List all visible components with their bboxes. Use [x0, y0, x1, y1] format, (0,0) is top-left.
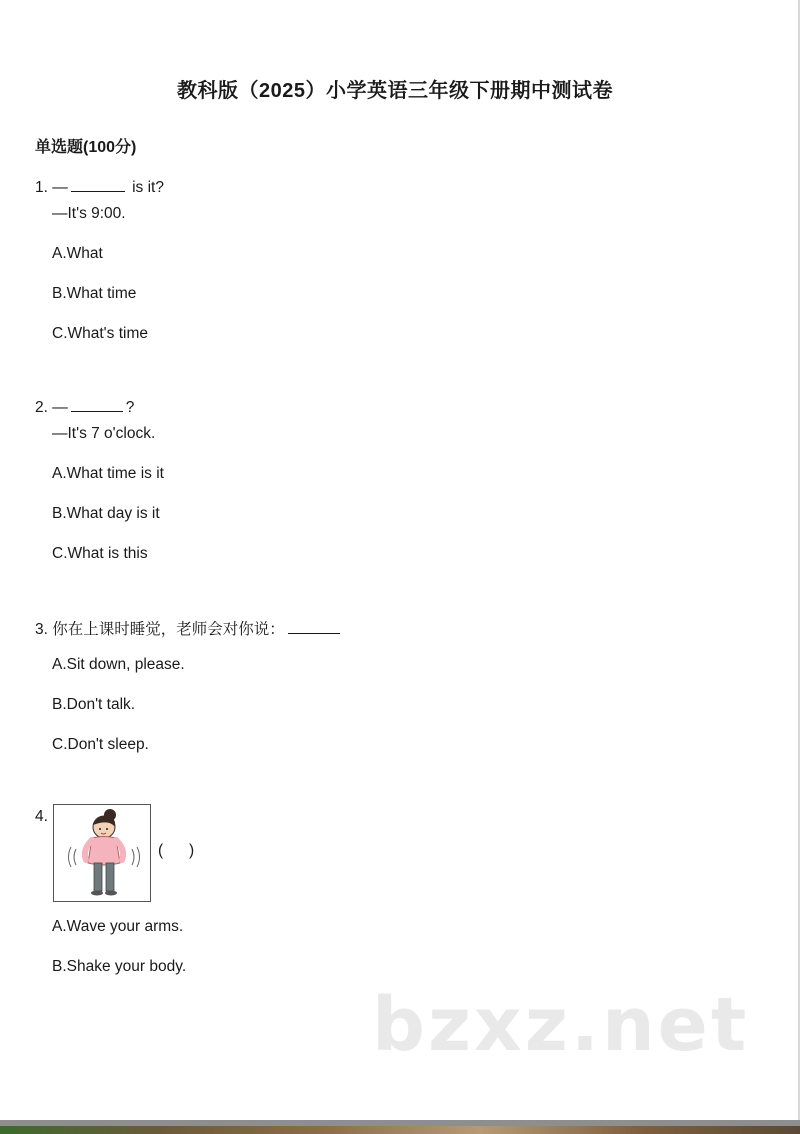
bottom-image-strip [0, 1126, 800, 1134]
question-3 [35, 617, 343, 639]
question-number: 1. [35, 179, 48, 196]
option-2a[interactable]: A.What time is it [52, 465, 164, 482]
option-3a[interactable]: A.Sit down, please. [52, 656, 185, 673]
question-2 [35, 397, 134, 417]
section-heading: 单选题(100分) [35, 139, 137, 156]
option-1a[interactable]: A.What [52, 245, 103, 262]
question-2-answer-line: —It's 7 o'clock. [52, 425, 156, 442]
answer-blank [288, 619, 340, 634]
question-4-number: 4. [35, 808, 48, 825]
answer-parentheses: ( ) [158, 842, 195, 859]
answer-blank [71, 397, 123, 412]
question-number: 2. [35, 399, 48, 416]
option-1b[interactable]: B.What time [52, 285, 137, 302]
option-3b[interactable]: B.Don't talk. [52, 696, 136, 713]
question-prefix: — [52, 179, 68, 196]
option-2c[interactable]: C.What is this [52, 545, 148, 562]
answer-blank [71, 177, 125, 192]
girl-shaking-body-icon [54, 805, 150, 901]
watermark: bzxz.net [372, 982, 750, 1068]
page-title: 教科版（2025）小学英语三年级下册期中测试卷 [177, 80, 613, 102]
option-1c[interactable]: C.What's time [52, 325, 148, 342]
question-text: 你在上课时睡觉，老师会对你说： [52, 621, 285, 638]
option-2b[interactable]: B.What day is it [52, 505, 160, 522]
option-3c[interactable]: C.Don't sleep. [52, 736, 149, 753]
girl-illustration [53, 804, 151, 902]
question-1 [35, 177, 164, 197]
question-text: ? [125, 399, 135, 416]
question-text: is it? [132, 179, 164, 196]
option-4a[interactable]: A.Wave your arms. [52, 918, 184, 935]
question-prefix: — [52, 399, 68, 416]
question-1-answer-line: —It's 9:00. [52, 205, 126, 222]
option-4b[interactable]: B.Shake your body. [52, 958, 187, 975]
question-number: 3. [35, 621, 48, 638]
